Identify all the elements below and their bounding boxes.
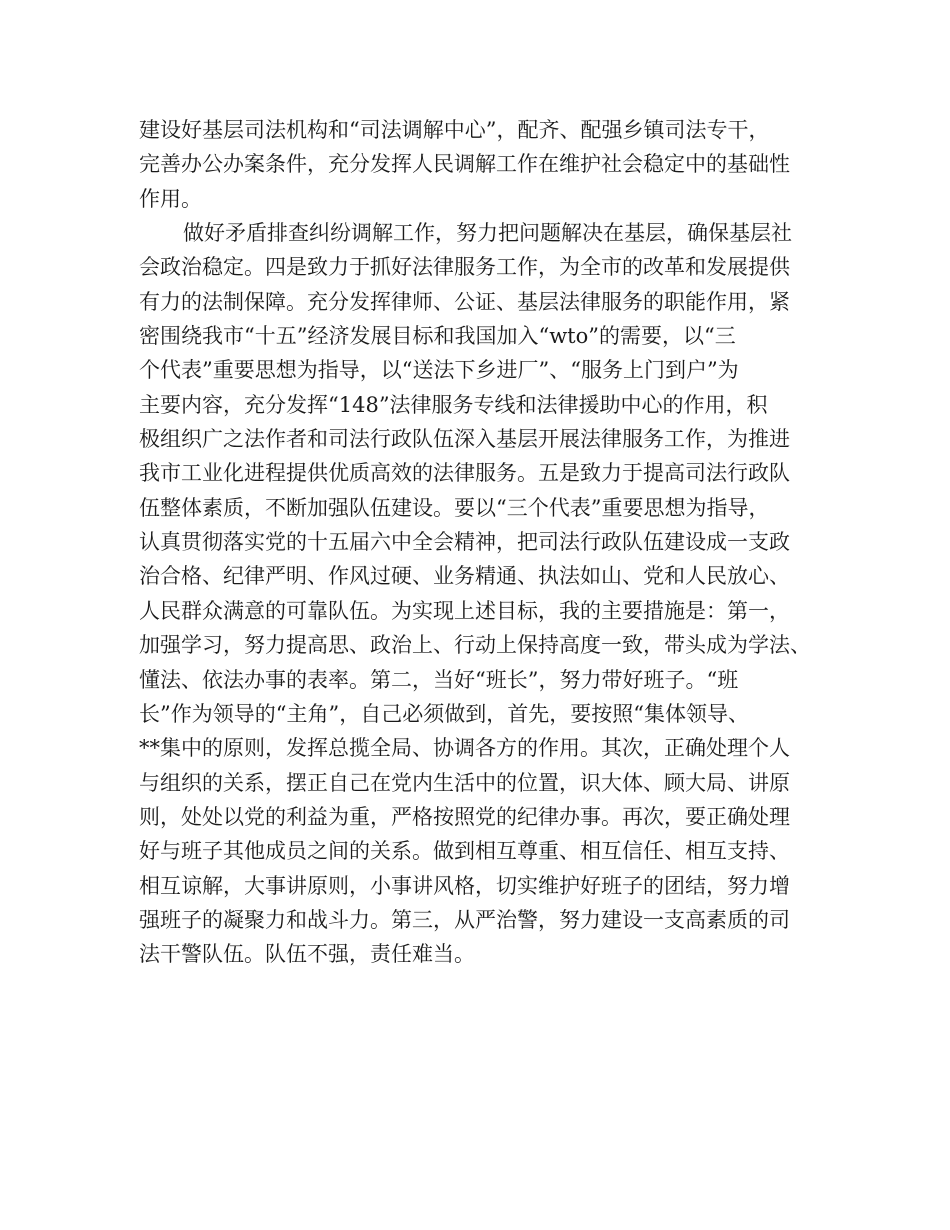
text-line: 我市工业化进程提供优质高效的法律服务。五是致力于提高司法行政队 bbox=[139, 461, 790, 486]
text-line: 密围绕我市“十五”经济发展目标和我国加入“wto”的需要，以“三 bbox=[139, 324, 736, 349]
text-line: 法干警队伍。队伍不强，责任难当。 bbox=[139, 942, 475, 967]
text-line: 相互谅解，大事讲原则，小事讲风格，切实维护好班子的团结，努力增 bbox=[139, 873, 790, 898]
text-line: 作用。 bbox=[139, 186, 202, 211]
text-line: 则，处处以党的利益为重，严格按照党的纪律办事。再次，要正确处理 bbox=[139, 804, 790, 829]
text-line: 极组织广之法作者和司法行政队伍深入基层开展法律服务工作，为推进 bbox=[139, 427, 790, 452]
text-line: 人民群众满意的可靠队伍。为实现上述目标，我的主要措施是：第一， bbox=[139, 598, 790, 623]
text-line: 加强学习，努力提高思、政治上、行动上保持高度一致，带头成为学法、 bbox=[139, 633, 811, 658]
text-line: 有力的法制保障。充分发挥律师、公证、基层法律服务的职能作用，紧 bbox=[139, 289, 790, 314]
text-line: 会政治稳定。四是致力于抓好法律服务工作，为全市的改革和发展提供 bbox=[139, 255, 790, 280]
paragraph-first-line: 做好矛盾排查纠纷调解工作，努力把问题解决在基层，确保基层社 bbox=[183, 221, 792, 246]
text-line: 认真贯彻落实党的十五届六中全会精神，把司法行政队伍建设成一支政 bbox=[139, 530, 790, 555]
text-line: 治合格、纪律严明、作风过硬、业务精通、执法如山、党和人民放心、 bbox=[139, 564, 790, 589]
text-line: 伍整体素质，不断加强队伍建设。要以“三个代表”重要思想为指导， bbox=[139, 495, 770, 520]
text-line: **集中的原则，发挥总揽全局、协调各方的作用。其次，正确处理个人 bbox=[139, 736, 790, 761]
text-line: 与组织的关系，摆正自己在党内生活中的位置，识大体、顾大局、讲原 bbox=[139, 770, 790, 795]
text-line: 懂法、依法办事的表率。第二，当好“班长”，努力带好班子。“班 bbox=[139, 667, 739, 692]
body-text bbox=[139, 113, 829, 972]
text-line: 建设好基层司法机构和“司法调解中心”，配齐、配强乡镇司法专干， bbox=[139, 118, 770, 142]
text-line: 强班子的凝聚力和战斗力。第三，从严治警，努力建设一支高素质的司 bbox=[139, 907, 790, 932]
text-line: 好与班子其他成员之间的关系。做到相互尊重、相互信任、相互支持、 bbox=[139, 839, 790, 864]
text-line: 完善办公办案条件，充分发挥人民调解工作在维护社会稳定中的基础性 bbox=[139, 152, 790, 177]
text-line: 主要内容，充分发挥“148”法律服务专线和法律援助中心的作用，积 bbox=[139, 392, 768, 417]
text-line: 个代表”重要思想为指导，以“送法下乡进厂”、“服务上门到户”为 bbox=[139, 358, 739, 383]
text-line: 长”作为领导的“主角”，自己必须做到，首先，要按照“集体领导、 bbox=[139, 701, 749, 726]
